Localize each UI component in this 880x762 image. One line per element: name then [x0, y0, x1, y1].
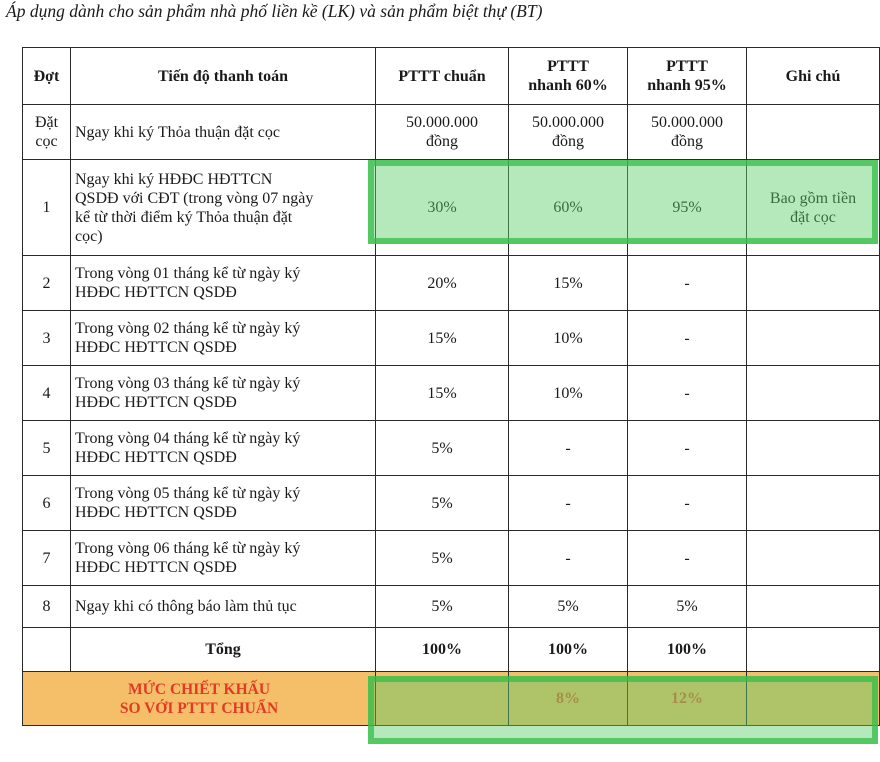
payment-schedule-table	[22, 47, 880, 726]
table-row-8	[23, 586, 880, 628]
cell-note: Bao gồm tiền đặt cọc	[747, 160, 880, 256]
cell-desc: Trong vòng 03 tháng kể từ ngày ký HĐĐC HĐTTCN QSDĐ	[71, 366, 376, 421]
header-pttt-nhanh-95: PTTT nhanh 95%	[628, 48, 747, 105]
discount-label: MỨC CHIẾT KHẤU SO VỚI PTTT CHUẨN	[23, 672, 376, 726]
cell-nhanh60: 50.000.000 đồng	[509, 105, 628, 160]
table-row	[23, 531, 880, 586]
cell-nhanh60: -	[509, 531, 628, 586]
cell-nhanh60: 10%	[509, 366, 628, 421]
discount-nhanh95: 12%	[628, 672, 747, 726]
cell-dot: 7	[23, 531, 71, 586]
cell-nhanh60: -	[509, 421, 628, 476]
cell-note	[747, 311, 880, 366]
header-tien-do: Tiến độ thanh toán	[71, 48, 376, 105]
total-nhanh95: 100%	[628, 628, 747, 672]
cell-dot: 6	[23, 476, 71, 531]
cell-desc: Ngay khi có thông báo làm thủ tục	[71, 586, 376, 628]
cell-nhanh95: -	[628, 311, 747, 366]
cell-chuan: 20%	[376, 256, 509, 311]
cell-dot: 8	[23, 586, 71, 628]
cell-dot: Đặt cọc	[23, 105, 71, 160]
cell-chuan: 5%	[376, 531, 509, 586]
table-row-total	[23, 628, 880, 672]
cell-dot: 5	[23, 421, 71, 476]
table-row-discount	[23, 672, 880, 726]
table-row-1	[23, 160, 880, 256]
cell-desc: Trong vòng 06 tháng kể từ ngày ký HĐĐC HĐTTCN QSDĐ	[71, 531, 376, 586]
table-row	[23, 421, 880, 476]
cell-dot	[23, 628, 71, 672]
cell-nhanh60: -	[509, 476, 628, 531]
cell-chuan: 50.000.000 đồng	[376, 105, 509, 160]
header-ghi-chu: Ghi chú	[747, 48, 880, 105]
cell-note	[747, 105, 880, 160]
discount-note	[747, 672, 880, 726]
cell-chuan: 5%	[376, 421, 509, 476]
table-row	[23, 366, 880, 421]
table-row	[23, 311, 880, 366]
cell-nhanh60: 60%	[509, 160, 628, 256]
discount-nhanh60: 8%	[509, 672, 628, 726]
cell-note	[747, 531, 880, 586]
cell-note	[747, 628, 880, 672]
header-dot: Đợt	[23, 48, 71, 105]
cell-chuan: 5%	[376, 476, 509, 531]
table-row-deposit	[23, 105, 880, 160]
table-row	[23, 256, 880, 311]
cell-chuan: 15%	[376, 311, 509, 366]
total-label: Tổng	[71, 628, 376, 672]
cell-nhanh60: 5%	[509, 586, 628, 628]
cell-chuan: 30%	[376, 160, 509, 256]
cell-nhanh95: -	[628, 366, 747, 421]
cell-desc: Trong vòng 04 tháng kể từ ngày ký HĐĐC HĐTTCN QSDĐ	[71, 421, 376, 476]
cell-desc: Trong vòng 02 tháng kể từ ngày ký HĐĐC HĐTTCN QSDĐ	[71, 311, 376, 366]
discount-chuan	[376, 672, 509, 726]
cell-desc: Ngay khi ký Thỏa thuận đặt cọc	[71, 105, 376, 160]
document-title: Áp dụng dành cho sản phẩm nhà phố liền kề (LK) và sản phẩm biệt thự (BT)	[6, 1, 543, 21]
cell-nhanh60: 15%	[509, 256, 628, 311]
total-chuan: 100%	[376, 628, 509, 672]
cell-nhanh95: 95%	[628, 160, 747, 256]
table-header-row	[23, 48, 880, 105]
header-pttt-chuan: PTTT chuẩn	[376, 48, 509, 105]
cell-chuan: 15%	[376, 366, 509, 421]
cell-dot: 4	[23, 366, 71, 421]
cell-note	[747, 256, 880, 311]
cell-nhanh95: -	[628, 531, 747, 586]
cell-nhanh95: -	[628, 421, 747, 476]
cell-desc: Trong vòng 05 tháng kể từ ngày ký HĐĐC HĐTTCN QSDĐ	[71, 476, 376, 531]
cell-note	[747, 421, 880, 476]
cell-nhanh95: -	[628, 256, 747, 311]
cell-nhanh95: 50.000.000 đồng	[628, 105, 747, 160]
cell-dot: 3	[23, 311, 71, 366]
cell-desc: Trong vòng 01 tháng kể từ ngày ký HĐĐC HĐTTCN QSDĐ	[71, 256, 376, 311]
cell-note	[747, 586, 880, 628]
cell-note	[747, 366, 880, 421]
header-pttt-nhanh-60: PTTT nhanh 60%	[509, 48, 628, 105]
cell-note	[747, 476, 880, 531]
total-nhanh60: 100%	[509, 628, 628, 672]
cell-dot: 1	[23, 160, 71, 256]
cell-dot: 2	[23, 256, 71, 311]
cell-chuan: 5%	[376, 586, 509, 628]
table-row	[23, 476, 880, 531]
cell-desc: Ngay khi ký HĐĐC HĐTTCN QSDĐ với CĐT (trong vòng 07 ngày kể từ thời điểm ký Thỏa thuận đặt cọc)	[71, 160, 376, 256]
cell-nhanh60: 10%	[509, 311, 628, 366]
cell-nhanh95: -	[628, 476, 747, 531]
cell-nhanh95: 5%	[628, 586, 747, 628]
